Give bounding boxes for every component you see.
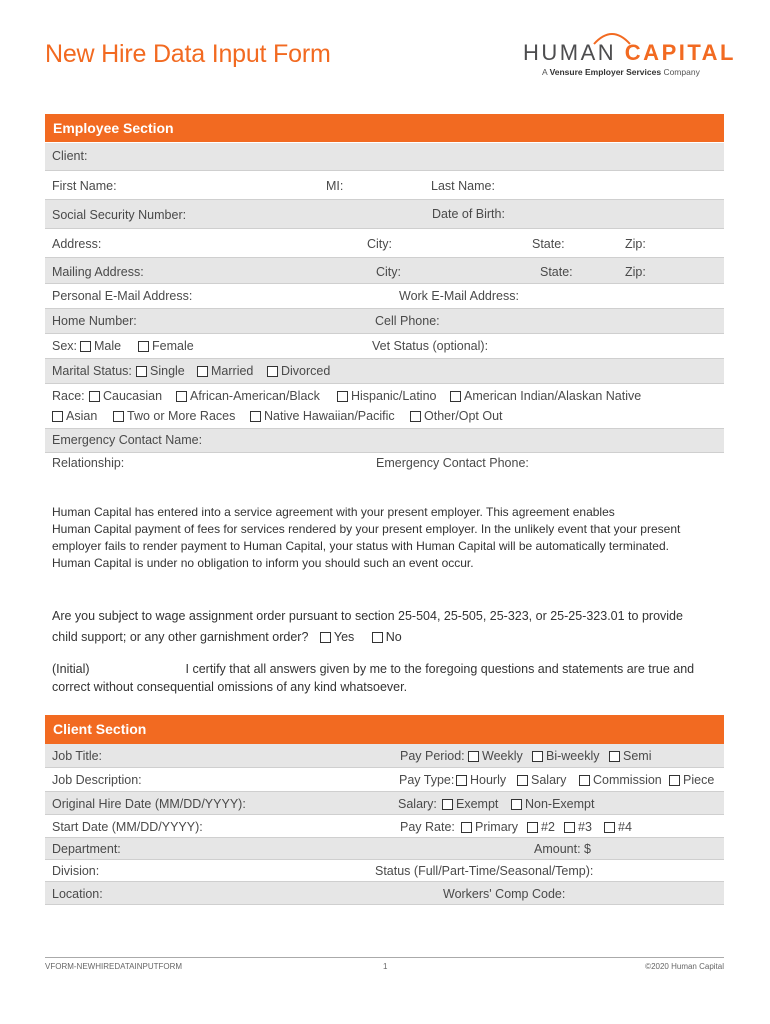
mailing-state-label: State:	[540, 265, 573, 279]
non-exempt-checkbox[interactable]	[511, 799, 522, 810]
last-name-label: Last Name:	[431, 179, 495, 193]
job-title-row	[45, 744, 724, 768]
division-row[interactable]	[45, 860, 724, 882]
salary-type-option[interactable]: Salary	[517, 773, 566, 787]
caucasian-option[interactable]: Caucasian	[89, 389, 162, 403]
initial-label: (Initial)	[52, 662, 90, 676]
sex-row	[45, 334, 724, 359]
hire-date-row	[45, 792, 724, 815]
two-or-more-checkbox[interactable]	[113, 411, 124, 422]
exempt-checkbox[interactable]	[442, 799, 453, 810]
client-row[interactable]	[45, 143, 724, 171]
exempt-option[interactable]: Exempt	[442, 797, 498, 811]
married-checkbox[interactable]	[197, 366, 208, 377]
status-label: Status (Full/Part-Time/Seasonal/Temp):	[375, 864, 594, 878]
commission-checkbox[interactable]	[579, 775, 590, 786]
caucasian-checkbox[interactable]	[89, 391, 100, 402]
american-indian-option[interactable]: American Indian/Alaskan Native	[450, 389, 641, 403]
semi-option[interactable]: Semi	[609, 749, 651, 763]
pay-rate-label: Pay Rate:	[400, 820, 455, 834]
logo-subtitle: A Vensure Employer Services Company	[542, 67, 700, 77]
address-label: Address:	[52, 237, 102, 251]
primary-checkbox[interactable]	[461, 822, 472, 833]
mailing-address-row[interactable]	[45, 258, 724, 284]
male-option[interactable]: Male	[80, 339, 121, 353]
asian-option[interactable]: Asian	[52, 409, 97, 423]
agreement-paragraph: Human Capital has entered into a service agreement with your present employer. This agreement enables Human Capital payment of fees for services rendered by your present employer. In the unlikely event that your present employer fails to render payment to Human Capital, your status with Human Capital will be automatically terminated. Human Capital is under no obligation to inform you should such an event occur.	[52, 505, 681, 570]
pay-period-label: Pay Period:	[400, 749, 465, 763]
weekly-checkbox[interactable]	[468, 751, 479, 762]
rate3-checkbox[interactable]	[564, 822, 575, 833]
email-row[interactable]	[45, 284, 724, 309]
city-label: City:	[367, 237, 392, 251]
mailing-address-label: Mailing Address:	[52, 265, 144, 279]
footer-form-id: VFORM-NEWHIREDATAINPUTFORM	[45, 962, 183, 971]
salary-label: Salary:	[398, 797, 437, 811]
divorced-checkbox[interactable]	[267, 366, 278, 377]
hourly-checkbox[interactable]	[456, 775, 467, 786]
certification: (Initial) I certify that all answers given by me to the foregoing questions and statements are true and correct without consequential omissions of any kind whatsoever.	[52, 662, 695, 694]
american-indian-checkbox[interactable]	[450, 391, 461, 402]
client-label: Client:	[52, 149, 88, 163]
wage-question: Are you subject to wage assignment order pursuant to section 25-504, 25-505, 25-323, or 25-25-323.01 to provide child support; or any other garnishment order? Yes No	[52, 609, 683, 644]
ssn-label: Social Security Number:	[52, 208, 187, 222]
marital-status-label: Marital Status:	[52, 364, 132, 378]
piece-option[interactable]: Piece	[669, 773, 714, 787]
male-checkbox[interactable]	[80, 341, 91, 352]
marital-status-row	[45, 359, 724, 384]
wage-yes-option[interactable]: Yes	[320, 630, 354, 644]
state-label: State:	[532, 237, 565, 251]
weekly-option[interactable]: Weekly	[468, 749, 523, 763]
single-checkbox[interactable]	[136, 366, 147, 377]
location-label: Location:	[52, 887, 103, 901]
native-hawaiian-option[interactable]: Native Hawaiian/Pacific	[250, 409, 395, 423]
department-row[interactable]	[45, 838, 724, 860]
married-option[interactable]: Married	[197, 364, 253, 378]
hourly-option[interactable]: Hourly	[456, 773, 506, 787]
department-label: Department:	[52, 842, 121, 856]
phone-row[interactable]	[45, 309, 724, 334]
relationship-row[interactable]	[45, 453, 724, 476]
emergency-phone-label: Emergency Contact Phone:	[376, 456, 529, 470]
single-option[interactable]: Single	[136, 364, 185, 378]
vet-status-label: Vet Status (optional):	[372, 339, 489, 353]
rate3-option[interactable]: #3	[564, 820, 592, 834]
job-description-label: Job Description:	[52, 773, 142, 787]
work-email-label: Work E-Mail Address:	[399, 289, 519, 303]
biweekly-option[interactable]: Bi-weekly	[532, 749, 600, 763]
footer-divider	[45, 957, 724, 958]
mailing-zip-label: Zip:	[625, 265, 646, 279]
logo-text-human: HUMAN	[523, 40, 617, 65]
relationship-label: Relationship:	[52, 456, 125, 470]
footer-page-number: 1	[383, 962, 388, 971]
dob-label: Date of Birth:	[432, 207, 505, 221]
hispanic-option[interactable]: Hispanic/Latino	[337, 389, 436, 403]
african-american-option[interactable]: African-American/Black	[176, 389, 320, 403]
pay-type-label: Pay Type:	[399, 773, 455, 787]
asian-checkbox[interactable]	[52, 411, 63, 422]
ssn-row[interactable]	[45, 200, 724, 229]
wage-yes-checkbox[interactable]	[320, 632, 331, 643]
rate2-option[interactable]: #2	[527, 820, 555, 834]
commission-option[interactable]: Commission	[579, 773, 662, 787]
rate4-checkbox[interactable]	[604, 822, 615, 833]
african-american-checkbox[interactable]	[176, 391, 187, 402]
semi-checkbox[interactable]	[609, 751, 620, 762]
zip-label: Zip:	[625, 237, 646, 251]
cell-phone-label: Cell Phone:	[375, 314, 440, 328]
female-option[interactable]: Female	[138, 339, 194, 353]
rate4-option[interactable]: #4	[604, 820, 632, 834]
race-label: Race:	[52, 389, 85, 403]
two-or-more-option[interactable]: Two or More Races	[113, 409, 235, 423]
mi-label: MI:	[326, 179, 344, 193]
non-exempt-option[interactable]: Non-Exempt	[511, 797, 594, 811]
job-description-row	[45, 768, 724, 792]
footer-copyright: ©2020 Human Capital	[645, 962, 724, 971]
wage-no-option[interactable]: No	[372, 630, 402, 644]
client-section-header: Client Section	[45, 715, 724, 744]
location-row[interactable]	[45, 882, 724, 905]
amount-label: Amount: $	[534, 842, 591, 856]
other-option[interactable]: Other/Opt Out	[410, 409, 503, 423]
primary-option[interactable]: Primary	[461, 820, 518, 834]
sex-label: Sex:	[52, 339, 78, 353]
company-logo	[520, 28, 736, 84]
biweekly-checkbox[interactable]	[532, 751, 543, 762]
emergency-contact-row[interactable]	[45, 429, 724, 453]
logo-text-capital: CAPITAL	[624, 40, 736, 65]
salary-type-checkbox[interactable]	[517, 775, 528, 786]
other-checkbox[interactable]	[410, 411, 421, 422]
female-checkbox[interactable]	[138, 341, 149, 352]
hire-date-label: Original Hire Date (MM/DD/YYYY):	[52, 797, 246, 811]
division-label: Division:	[52, 864, 100, 878]
name-row[interactable]	[45, 171, 724, 200]
race-row	[45, 384, 724, 429]
start-date-label: Start Date (MM/DD/YYYY):	[52, 820, 203, 834]
page-title: New Hire Data Input Form	[45, 40, 331, 68]
mailing-city-label: City:	[376, 265, 401, 279]
native-hawaiian-checkbox[interactable]	[250, 411, 261, 422]
address-row[interactable]	[45, 229, 724, 258]
personal-email-label: Personal E-Mail Address:	[52, 289, 193, 303]
workers-comp-label: Workers' Comp Code:	[443, 887, 566, 901]
first-name-label: First Name:	[52, 179, 117, 193]
rate2-checkbox[interactable]	[527, 822, 538, 833]
start-date-row	[45, 815, 724, 838]
job-title-label: Job Title:	[52, 749, 103, 763]
divorced-option[interactable]: Divorced	[267, 364, 330, 378]
wage-no-checkbox[interactable]	[372, 632, 383, 643]
employee-section-header: Employee Section	[45, 114, 724, 142]
home-number-label: Home Number:	[52, 314, 137, 328]
piece-checkbox[interactable]	[669, 775, 680, 786]
hispanic-checkbox[interactable]	[337, 391, 348, 402]
emergency-name-label: Emergency Contact Name:	[52, 433, 203, 447]
